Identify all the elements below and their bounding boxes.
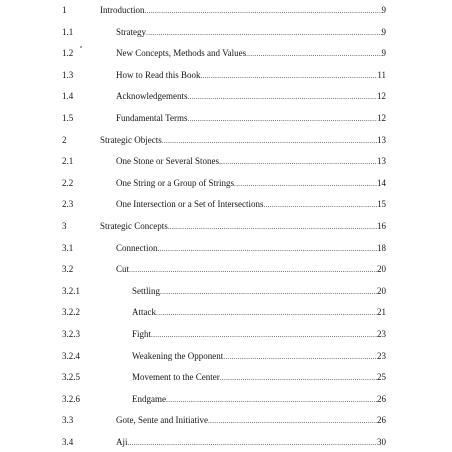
- section-number: 2.2: [62, 177, 74, 188]
- page-number: 26: [377, 393, 386, 404]
- toc-line: [132, 369, 386, 385]
- toc-line: [132, 304, 386, 320]
- toc-entry: [0, 175, 452, 191]
- toc-entry: [0, 24, 452, 40]
- section-number: 3.2: [62, 264, 74, 275]
- dot-leader: [145, 3, 382, 19]
- toc-entry: [0, 153, 452, 169]
- section-number: 1.5: [62, 113, 74, 123]
- toc-entry: [0, 434, 452, 450]
- section-number: 1.2: [62, 48, 74, 59]
- page-number: 12: [377, 113, 386, 123]
- toc-entry: [0, 348, 452, 364]
- dot-leader: [166, 392, 377, 408]
- section-number: 3.2.4: [62, 350, 80, 361]
- page-number: 21: [377, 307, 386, 318]
- dot-leader: [151, 327, 377, 343]
- toc-entry: [0, 412, 452, 428]
- toc-entry: [0, 132, 452, 148]
- dot-leader: [162, 133, 377, 149]
- toc-line: [132, 348, 386, 364]
- toc-entry: [0, 110, 452, 126]
- section-title: New Concepts, Methods and Values: [116, 48, 247, 59]
- toc-line: [132, 326, 386, 342]
- toc-line: [116, 88, 386, 104]
- dot-leader: [208, 413, 377, 429]
- dot-leader: [128, 435, 377, 451]
- section-title: Connection: [116, 242, 158, 253]
- page-number: 15: [377, 199, 386, 210]
- toc-line: [116, 153, 386, 169]
- toc-line: [116, 261, 386, 277]
- toc-entry: [0, 369, 452, 385]
- dot-leader: [156, 305, 377, 321]
- section-number: 1: [62, 5, 67, 15]
- page-number: 20: [377, 264, 386, 275]
- section-number: 1.1: [62, 26, 74, 37]
- section-number: 3.4: [62, 437, 74, 447]
- page-number: 9: [381, 48, 386, 59]
- toc-line: [116, 175, 386, 191]
- dot-leader: [263, 197, 377, 213]
- section-title: Acknowledgements: [116, 91, 188, 102]
- toc-line: [116, 412, 386, 428]
- toc-entry: [0, 45, 452, 61]
- toc-entry: [0, 218, 452, 234]
- toc-line: [116, 45, 386, 61]
- dot-leader: [187, 111, 377, 127]
- toc-line: [100, 218, 386, 234]
- section-title: Cut: [116, 264, 130, 275]
- section-number: 3.2.2: [62, 307, 80, 318]
- toc-line: [132, 283, 386, 299]
- section-title: Strategic Objects: [100, 134, 162, 145]
- section-number: 3.2.5: [62, 372, 80, 383]
- toc-line: [116, 110, 386, 126]
- toc-line: [116, 434, 386, 450]
- dot-leader: [219, 154, 377, 170]
- toc-line: [132, 391, 386, 407]
- section-title: Fight: [132, 329, 152, 339]
- section-title: Endgame: [132, 393, 166, 404]
- section-title: One Stone or Several Stones: [116, 156, 219, 167]
- section-number: 1.3: [62, 69, 74, 80]
- dot-leader: [234, 176, 377, 192]
- page-number: 26: [377, 415, 386, 426]
- toc-entry: [0, 88, 452, 104]
- section-number: 1.4: [62, 91, 74, 102]
- section-number: 2.3: [62, 199, 74, 210]
- section-title: Strategy: [116, 26, 146, 37]
- page-number: 9: [381, 26, 386, 37]
- section-number: 3.2.3: [62, 329, 80, 339]
- section-number: 3.2.6: [62, 393, 80, 404]
- page-number: 18: [377, 242, 386, 253]
- scan-speck: [80, 46, 82, 48]
- page-number: 16: [377, 221, 386, 231]
- dot-leader: [146, 25, 382, 41]
- section-number: 3: [62, 221, 67, 231]
- page-number: 11: [377, 69, 386, 80]
- section-title: Settling: [132, 285, 161, 296]
- section-title: How to Read this Book: [116, 69, 201, 80]
- section-number: 2.1: [62, 156, 74, 167]
- toc-entry: [0, 304, 452, 320]
- section-title: Aji: [116, 437, 128, 447]
- page-number: 23: [377, 329, 386, 339]
- section-number: 3.1: [62, 242, 74, 253]
- page-number: 9: [381, 5, 386, 15]
- section-title: Strategic Concepts: [100, 221, 168, 231]
- toc-entry: [0, 2, 452, 18]
- section-number: 2: [62, 134, 67, 145]
- page-number: 30: [377, 437, 386, 447]
- section-number: 3.3: [62, 415, 74, 426]
- section-number: 3.2.1: [62, 285, 80, 296]
- toc-entry: [0, 196, 452, 212]
- dot-leader: [160, 284, 377, 300]
- page-number: 14: [377, 177, 386, 188]
- toc-line: [100, 2, 386, 18]
- toc-entry: [0, 67, 452, 83]
- section-title: Introduction: [100, 5, 145, 15]
- dot-leader: [246, 46, 381, 62]
- page-number: 20: [377, 285, 386, 296]
- toc-line: [116, 240, 386, 256]
- section-title: One Intersection or a Set of Intersections: [116, 199, 264, 210]
- dot-leader: [168, 219, 377, 235]
- toc-line: [100, 132, 386, 148]
- dot-leader: [129, 262, 377, 278]
- toc-entry: [0, 326, 452, 342]
- page-number: 25: [377, 372, 386, 383]
- toc-entry: [0, 391, 452, 407]
- section-title: One String or a Group of Strings: [116, 177, 234, 188]
- dot-leader: [158, 241, 378, 257]
- section-title: Movement to the Center: [132, 372, 220, 383]
- section-title: Weakening the Opponent: [132, 350, 224, 361]
- dot-leader: [187, 89, 377, 105]
- toc-entry: [0, 240, 452, 256]
- section-title: Gote, Sente and Initiative: [116, 415, 208, 426]
- page-number: 23: [377, 350, 386, 361]
- dot-leader: [220, 370, 377, 386]
- toc-line: [116, 24, 386, 40]
- section-title: Attack: [132, 307, 156, 318]
- toc-line: [116, 196, 386, 212]
- section-title: Fundamental Terms: [116, 113, 188, 123]
- toc-line: [116, 67, 386, 83]
- page-number: 13: [377, 134, 386, 145]
- page-number: 13: [377, 156, 386, 167]
- page-number: 12: [377, 91, 386, 102]
- toc-entry: [0, 283, 452, 299]
- dot-leader: [201, 68, 378, 84]
- toc-entry: [0, 261, 452, 277]
- dot-leader: [223, 349, 377, 365]
